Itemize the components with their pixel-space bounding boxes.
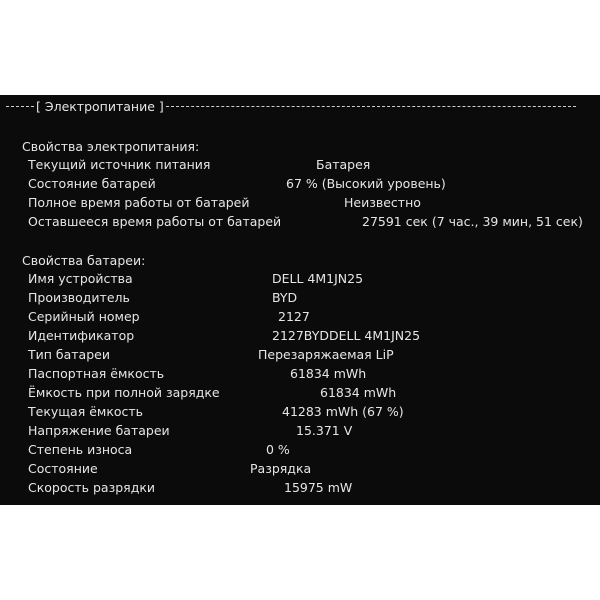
row-value: 27591 сек (7 час., 39 мин, 51 сек)	[362, 214, 583, 229]
row-label: Оставшееся время работы от батарей	[28, 214, 282, 229]
battery-row-identifier	[28, 326, 600, 345]
row-label: Идентификатор	[28, 328, 135, 343]
row-value: Батарея	[316, 157, 371, 172]
row-label: Ёмкость при полной зарядке	[28, 385, 220, 400]
power-props-title: Свойства электропитания:	[22, 139, 200, 154]
row-label: Текущая ёмкость	[28, 404, 144, 419]
battery-row-current-capacity	[28, 402, 600, 421]
section-header-title: [ Электропитание ]	[36, 99, 164, 114]
row-label: Степень износа	[28, 442, 133, 457]
section-header	[6, 97, 576, 116]
battery-row-type	[28, 345, 600, 364]
row-label: Полное время работы от батарей	[28, 195, 250, 210]
battery-row-design-capacity	[28, 364, 600, 383]
battery-row-serial	[28, 307, 600, 326]
row-value: 67 % (Высокий уровень)	[286, 176, 446, 191]
header-rule-left	[6, 106, 34, 107]
row-label: Серийный номер	[28, 309, 140, 324]
row-label: Состояние	[28, 461, 98, 476]
battery-row-discharge-rate	[28, 478, 600, 497]
power-row-source	[28, 155, 600, 174]
row-label: Состояние батарей	[28, 176, 156, 191]
battery-row-manufacturer	[28, 288, 600, 307]
row-value: 0 %	[266, 442, 290, 457]
battery-props-title: Свойства батареи:	[22, 253, 146, 268]
row-label: Скорость разрядки	[28, 480, 156, 495]
row-label: Производитель	[28, 290, 130, 305]
row-value: 2127	[278, 309, 310, 324]
row-value: 61834 mWh	[320, 385, 397, 400]
power-row-full-time	[28, 193, 600, 212]
battery-row-voltage	[28, 421, 600, 440]
row-value: Неизвестно	[344, 195, 421, 210]
battery-row-wear-level	[28, 440, 600, 459]
row-value: 15975 mW	[284, 480, 353, 495]
battery-row-device-name	[28, 269, 600, 288]
row-label: Паспортная ёмкость	[28, 366, 165, 381]
row-value: BYD	[272, 290, 298, 305]
header-rule-right	[166, 106, 576, 107]
row-value: 2127BYDDELL 4M1JN25	[272, 328, 421, 343]
power-row-remaining-time	[28, 212, 600, 231]
row-value: Перезаряжаемая LiP	[258, 347, 394, 362]
row-label: Текущий источник питания	[28, 157, 211, 172]
row-value: 15.371 V	[296, 423, 353, 438]
row-value: 61834 mWh	[290, 366, 367, 381]
power-row-battery-state	[28, 174, 600, 193]
battery-row-state	[28, 459, 600, 478]
row-value: Разрядка	[250, 461, 312, 476]
row-label: Имя устройства	[28, 271, 133, 286]
row-value: DELL 4M1JN25	[272, 271, 364, 286]
row-value: 41283 mWh (67 %)	[282, 404, 404, 419]
row-label: Тип батареи	[28, 347, 110, 362]
power-info-console	[0, 95, 600, 505]
battery-row-full-charge-capacity	[28, 383, 600, 402]
row-label: Напряжение батареи	[28, 423, 170, 438]
